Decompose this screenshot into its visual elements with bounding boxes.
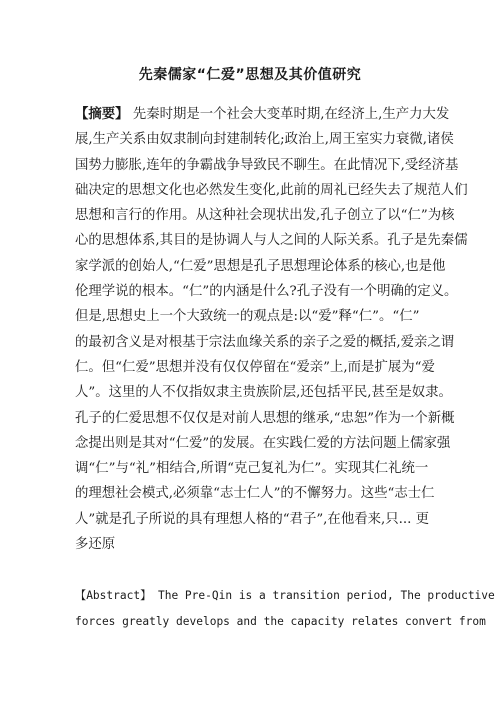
abstract-line: 国势力膨胀,连年的争霸战争导致民不聊生。在此情况下,受经济基 — [75, 157, 459, 173]
abstract-line: 但是,思想史上一个大致统一的观点是:以“爱”释“仁”。“仁” — [75, 309, 420, 325]
abstract-line: 念提出则是其对“仁爱”的发展。在实践仁爱的方法问题上儒家强 — [75, 435, 451, 451]
abstract-line: 人”。这里的人不仅指奴隶主贵族阶层,还包括平民,甚至是奴隶。 — [75, 385, 452, 401]
abstract-label: 【摘要】 — [75, 106, 129, 122]
abstract-line: 孔子的仁爱思想不仅仅是对前人思想的继承,“忠恕”作为一个新概 — [75, 410, 455, 426]
abstract-line: 【Abstract】 The Pre-Qin is a transition period, The productive — [75, 589, 495, 602]
abstract-text: 先秦时期是一个社会大变革时期,在经济上,生产力大发 — [128, 107, 450, 122]
abstract-line: 展,生产关系由奴隶制向封建制转化;政治上,周王室实力衰微,诸侯 — [75, 132, 454, 148]
abstract-line: 人”就是孔子所说的具有理想人格的“君子”,在他看来,只... 更 — [75, 511, 430, 527]
abstract-line: 仁。但“仁爱”思想并没有仅仅停留在“爱亲”上,而是扩展为“爱 — [75, 359, 435, 375]
chinese-abstract — [75, 102, 468, 557]
abstract-line: 的理想社会模式,必须靠“志士仁人”的不懈努力。这些“志士仁 — [75, 486, 435, 502]
abstract-line: forces greatly develops and the capacity relates convert from — [75, 615, 486, 628]
abstract-line: 心的思想体系,其目的是协调人与人之间的人际关系。孔子是先秦儒 — [75, 233, 468, 249]
abstract-line: 调“仁”与“礼”相结合,所谓“克己复礼为仁”。实现其仁礼统一 — [75, 461, 429, 477]
page-title: 先秦儒家“仁爱”思想及其价值研究 — [138, 67, 362, 83]
abstract-line — [75, 102, 450, 127]
abstract-line: 思想和言行的作用。从这种社会现状出发,孔子创立了以“仁”为核 — [75, 208, 455, 224]
abstract-line: 础决定的思想文化也必然发生变化,此前的周礼已经失去了规范人们 — [75, 182, 468, 198]
abstract-line: 的最初含义是对根基于宗法血缘关系的亲子之爱的概括,爱亲之谓 — [75, 334, 455, 350]
english-abstract — [75, 583, 495, 635]
abstract-line: 家学派的创始人,“仁爱”思想是孔子思想理论体系的核心,也是他 — [75, 258, 446, 274]
abstract-line: 多还原 — [75, 537, 116, 553]
abstract-line: 伦理学说的根本。“仁”的内涵是什么?孔子没有一个明确的定义。 — [75, 284, 458, 300]
